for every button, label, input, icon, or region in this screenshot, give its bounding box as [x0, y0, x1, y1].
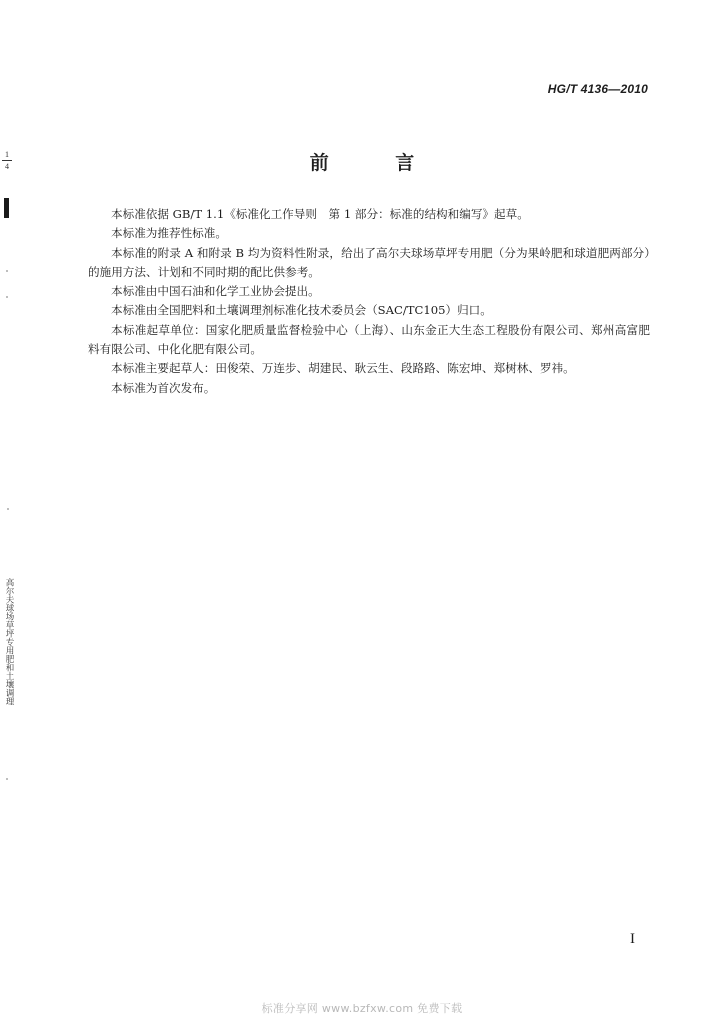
scan-speck	[6, 778, 8, 780]
binding-edge-mark	[4, 198, 9, 218]
foreword-body	[88, 205, 650, 398]
paragraph: 本标准主要起草人：田俊荣、万连步、胡建民、耿云生、段路路、陈宏坤、郑树林、罗祎。	[111, 361, 575, 376]
paragraph: 本标准由中国石油和化学工业协会提出。	[111, 284, 320, 299]
fraction-numerator: 1	[5, 150, 9, 159]
paragraph: 本标准为推荐性标准。	[111, 226, 227, 241]
fraction-denominator: 4	[5, 162, 9, 171]
paragraph: 本标准为首次发布。	[111, 380, 216, 395]
scan-speck	[6, 270, 8, 272]
paragraph: 本标准依据 GB/T 1.1《标准化工作导则 第 1 部分：标准的结构和编写》起草。	[111, 207, 529, 221]
scan-speck	[6, 296, 8, 298]
standard-number: HG/T 4136—2010	[547, 82, 648, 96]
paragraph: 本标准由全国肥料和土壤调理剂标准化技术委员会（SAC/TC105）归口。	[111, 303, 492, 318]
page-title: 前 言	[309, 152, 445, 174]
scan-speck	[7, 508, 9, 510]
side-running-title: 高尔夫球场草坪专用肥和土壤调理	[4, 578, 14, 706]
page-number: I	[630, 931, 635, 947]
paragraph: 本标准的附录 A 和附录 B 均为资料性附录，给出了高尔夫球场草坪专用肥（分为果岭肥和球道肥两部分）的施用方法、计划和不同时期的配比供参考。	[88, 245, 650, 279]
paragraph: 本标准起草单位：国家化肥质量监督检验中心（上海）、山东金正大生态工程股份有限公司、郑州高富肥料有限公司、中化化肥有限公司。	[88, 322, 650, 357]
watermark-text: 标准分享网 www.bzfxw.com 免费下载	[261, 1002, 463, 1015]
